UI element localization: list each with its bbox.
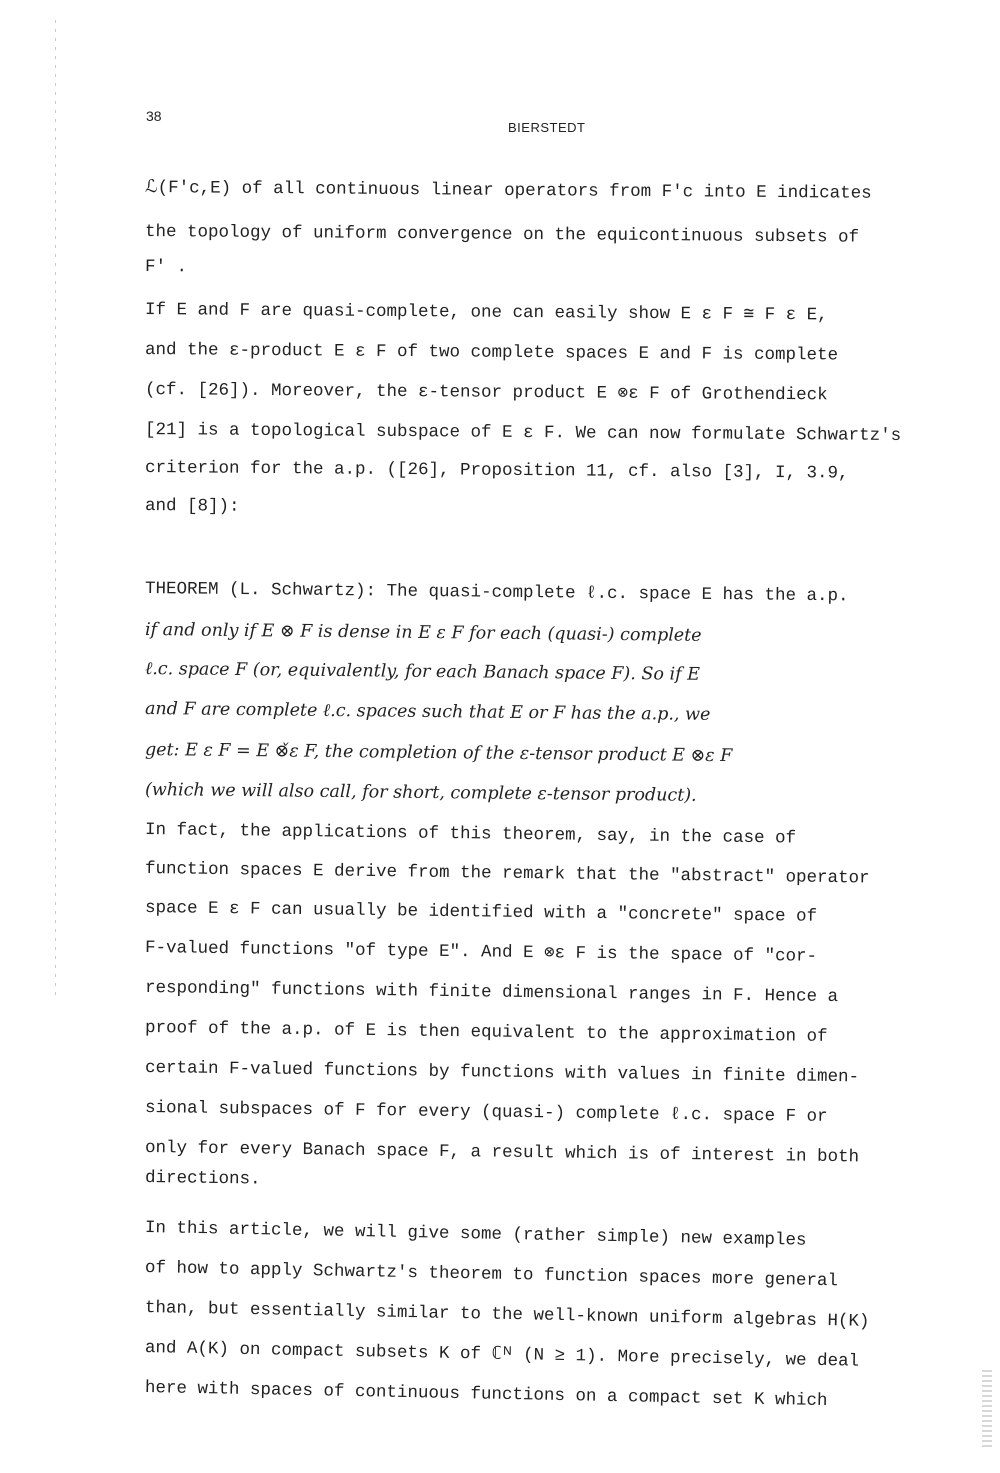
theorem-line: get: E ε F = E ⊗̌ε F, the completion of the ε-tensor product E ⊗ε F — [144, 740, 733, 767]
text-line: directions. — [144, 1168, 261, 1190]
page-number: 38 — [146, 108, 162, 124]
text-line: only for every Banach space F, a result which is of interest in both — [144, 1138, 860, 1168]
text-line: of how to apply Schwartz's theorem to function spaces more general — [144, 1258, 839, 1292]
text-line: responding" functions with finite dimensional ranges in F. Hence a — [144, 978, 839, 1008]
text-line: and A(K) on compact subsets K of ℂᴺ (N ≥ 1). More precisely, we deal — [144, 1338, 860, 1372]
text-line: criterion for the a.p. ([26], Proposition 11, cf. also [3], I, 3.9, — [144, 458, 849, 484]
text-line: here with spaces of continuous functions on a compact set K which — [144, 1378, 828, 1412]
scan-edge-mark — [55, 20, 56, 1000]
text-line: function spaces E derive from the remark that the "abstract" operator — [144, 859, 870, 889]
theorem-line: if and only if E ⊗ F is dense in E ε F for each (quasi-) complete — [144, 620, 702, 646]
theorem-line: ℓ.c. space F (or, equivalently, for each Banach space F). So if E — [144, 659, 701, 685]
running-head: BIERSTEDT — [508, 120, 586, 135]
text-line: F' . — [144, 257, 188, 278]
scan-edge-mark-right — [982, 1370, 992, 1450]
text-line: ℒ(F'c,E) of all continuous linear operators from F'c into E indicates — [144, 178, 872, 204]
text-line: and [8]): — [144, 496, 240, 517]
text-line: sional subspaces of F for every (quasi-) complete ℓ.c. space F or — [144, 1098, 828, 1127]
text-line: [21] is a topological subspace of E ε F. We can now formulate Schwartz's — [144, 420, 902, 446]
text-line: and the ε-product E ε F of two complete spaces E and F is complete — [144, 340, 839, 366]
text-line: the topology of uniform convergence on the equicontinuous subsets of — [144, 222, 860, 248]
text-line: space E ε F can usually be identified with a "concrete" space of — [144, 898, 818, 927]
theorem-line: (which we will also call, for short, complete ε-tensor product). — [144, 780, 697, 806]
theorem-line: and F are complete ℓ.c. spaces such that E or F has the a.p., we — [144, 699, 711, 725]
text-line: proof of the a.p. of E is then equivalent to the approximation of — [144, 1018, 828, 1047]
text-line: In this article, we will give some (rather simple) new examples — [144, 1218, 807, 1251]
theorem-line: THEOREM (L. Schwartz): The quasi-complete ℓ.c. space E has the a.p. — [144, 579, 849, 607]
text-line: If E and F are quasi-complete, one can easily show E ε F ≅ F ε E, — [144, 300, 828, 326]
text-line: certain F-valued functions by functions with values in finite dimen- — [144, 1058, 860, 1088]
text-line: F-valued functions "of type E". And E ⊗ε F is the space of "cor- — [144, 938, 818, 967]
text-line: than, but essentially similar to the well-known uniform algebras H(K) — [144, 1298, 870, 1332]
text-line: In fact, the applications of this theorem, say, in the case of — [144, 820, 797, 849]
text-line: (cf. [26]). Moreover, the ε-tensor product E ⊗ε F of Grothendieck — [144, 380, 828, 406]
